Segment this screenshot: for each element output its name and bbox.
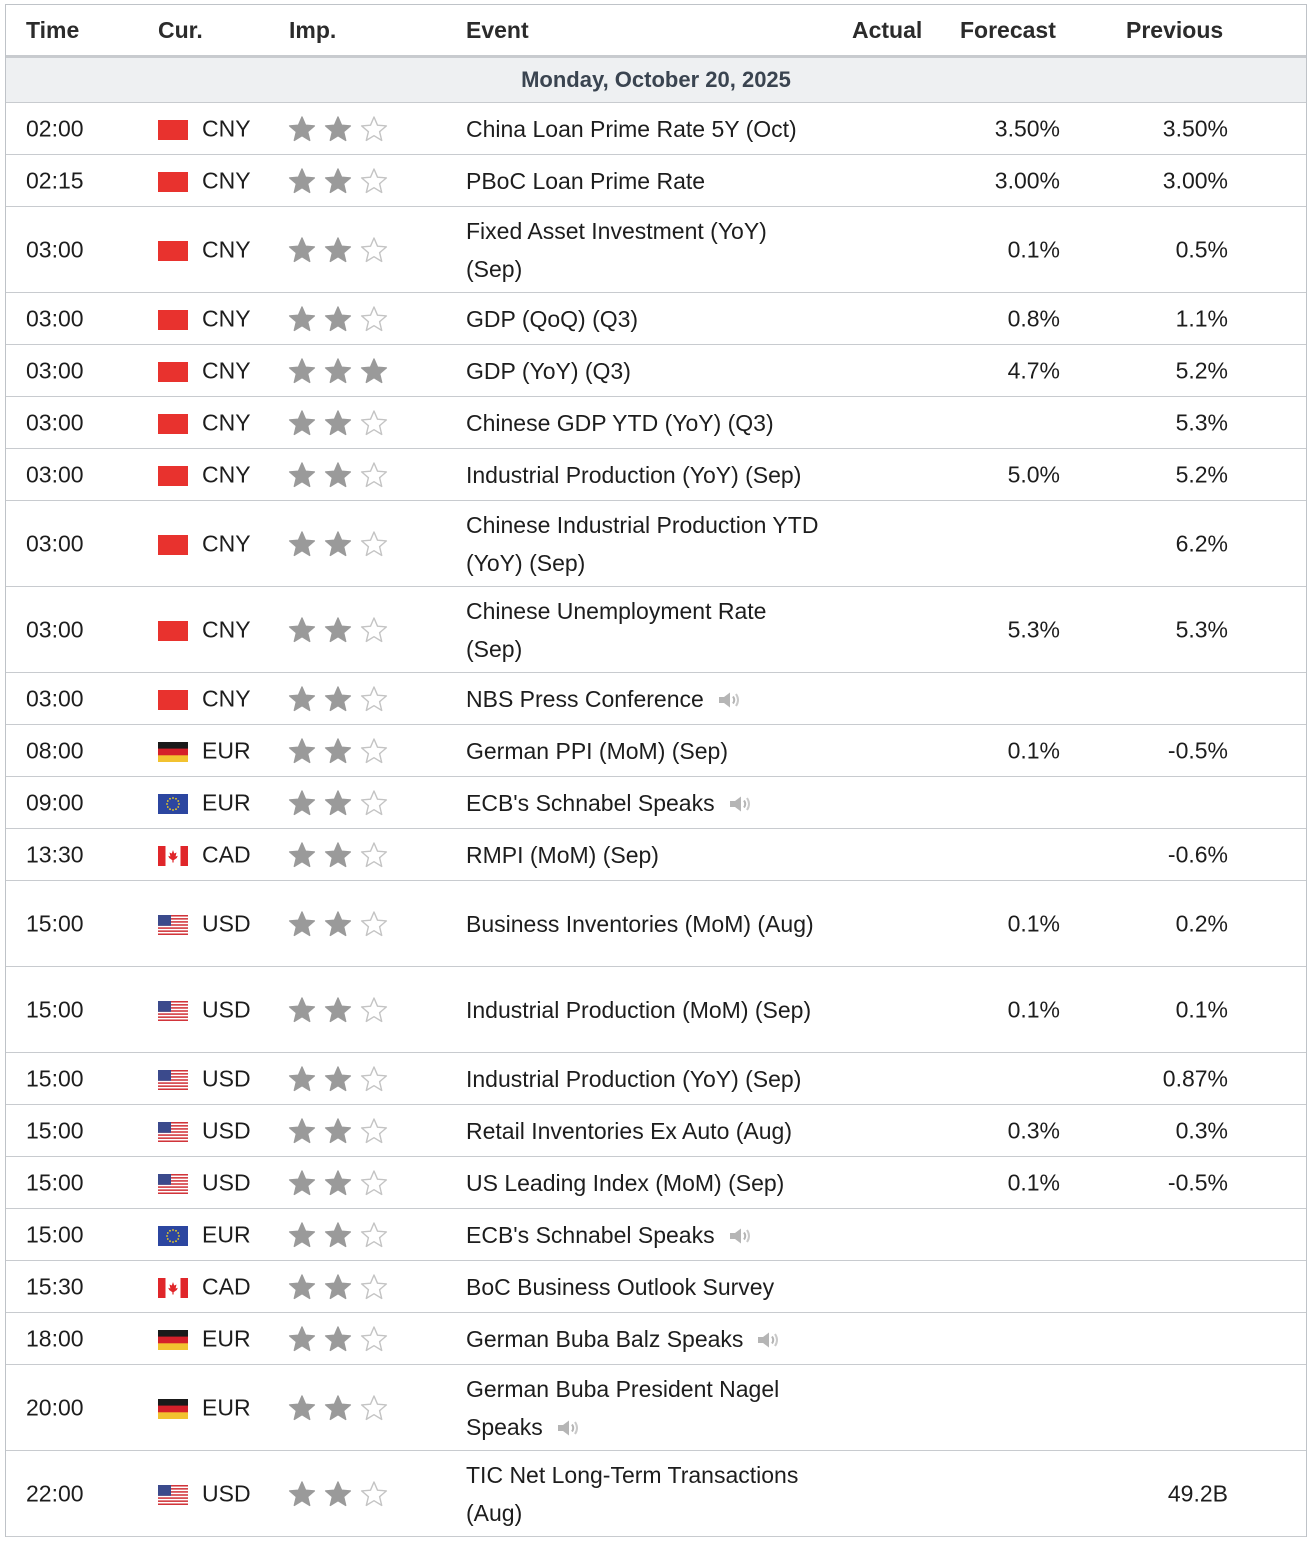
table-row[interactable]: [6, 1209, 1306, 1261]
star-empty-icon: [360, 1273, 388, 1301]
star-filled-icon: [324, 1065, 352, 1093]
currency-code: CAD: [202, 841, 251, 867]
forecast-value: 0.3%: [1007, 1117, 1060, 1143]
usa-flag-icon: [158, 1069, 188, 1089]
speech-icon[interactable]: [555, 1418, 581, 1438]
germany-flag-icon: [158, 1398, 188, 1418]
star-filled-icon: [288, 1117, 316, 1145]
speech-icon[interactable]: [727, 1226, 753, 1246]
star-filled-icon: [324, 1221, 352, 1249]
star-empty-icon: [360, 910, 388, 938]
china-flag-icon: [158, 413, 188, 433]
star-filled-icon: [288, 1325, 316, 1353]
table-row[interactable]: [6, 1451, 1306, 1537]
star-filled-icon: [288, 737, 316, 765]
event-name[interactable]: Retail Inventories Ex Auto (Aug): [466, 1117, 792, 1144]
currency-code: CNY: [202, 685, 251, 711]
table-row[interactable]: [6, 967, 1306, 1053]
star-empty-icon: [360, 996, 388, 1024]
forecast-value: 3.00%: [994, 167, 1060, 193]
table-row[interactable]: [6, 1261, 1306, 1313]
germany-flag-icon: [158, 1329, 188, 1349]
forecast-value: 5.3%: [1007, 616, 1060, 642]
star-filled-icon: [324, 357, 352, 385]
china-flag-icon: [158, 171, 188, 191]
star-filled-icon: [324, 236, 352, 264]
forecast-value: 0.1%: [1007, 737, 1060, 763]
importance-stars: [288, 685, 388, 713]
table-row[interactable]: [6, 1105, 1306, 1157]
previous-value: -0.6%: [1167, 841, 1228, 867]
eu-flag-icon: [158, 793, 188, 813]
previous-value: -0.5%: [1167, 1169, 1228, 1195]
forecast-value: 0.1%: [1007, 1169, 1060, 1195]
star-filled-icon: [324, 910, 352, 938]
china-flag-icon: [158, 309, 188, 329]
china-flag-icon: [158, 119, 188, 139]
currency-code: USD: [202, 910, 251, 936]
star-filled-icon: [324, 789, 352, 817]
header-event[interactable]: Event: [466, 17, 529, 43]
previous-value: 1.1%: [1175, 305, 1228, 331]
currency-code: EUR: [202, 1221, 251, 1247]
event-time: 15:00: [26, 1169, 84, 1195]
star-filled-icon: [324, 1273, 352, 1301]
table-row[interactable]: [6, 103, 1306, 155]
table-row[interactable]: [6, 293, 1306, 345]
currency-code: USD: [202, 1169, 251, 1195]
event-name[interactable]: PBoC Loan Prime Rate: [466, 167, 706, 194]
star-filled-icon: [324, 1394, 352, 1422]
header-time[interactable]: Time: [26, 17, 80, 43]
forecast-value: 3.50%: [994, 115, 1060, 141]
star-filled-icon: [324, 409, 352, 437]
event-rows: [6, 103, 1306, 1537]
currency-code: USD: [202, 1480, 251, 1506]
star-empty-icon: [360, 685, 388, 713]
previous-value: 5.2%: [1175, 357, 1228, 383]
currency-code: CNY: [202, 236, 251, 262]
event-cell[interactable]: [466, 1112, 826, 1150]
importance-stars: [288, 1273, 388, 1301]
table-row[interactable]: [6, 777, 1306, 829]
currency-code: CNY: [202, 409, 251, 435]
event-name[interactable]: BoC Business Outlook Survey: [466, 1273, 775, 1300]
importance-stars: [288, 996, 388, 1024]
event-cell[interactable]: [466, 1164, 826, 1202]
star-filled-icon: [324, 841, 352, 869]
event-name[interactable]: Industrial Production (YoY) (Sep): [466, 461, 802, 488]
star-filled-icon: [288, 1169, 316, 1197]
currency-code: CNY: [202, 167, 251, 193]
event-time: 03:00: [26, 357, 84, 383]
currency-code: EUR: [202, 737, 251, 763]
event-cell[interactable]: [466, 1456, 826, 1532]
star-filled-icon: [324, 530, 352, 558]
event-time: 15:00: [26, 1065, 84, 1091]
star-empty-icon: [360, 1221, 388, 1249]
importance-stars: [288, 409, 388, 437]
previous-value: 5.3%: [1175, 616, 1228, 642]
star-filled-icon: [288, 789, 316, 817]
event-time: 22:00: [26, 1480, 84, 1506]
event-name[interactable]: Chinese Unemployment Rate (Sep): [466, 597, 767, 662]
star-filled-icon: [288, 841, 316, 869]
event-name[interactable]: Business Inventories (MoM) (Aug): [466, 910, 814, 937]
event-time: 15:00: [26, 996, 84, 1022]
event-cell[interactable]: [466, 1320, 826, 1358]
event-name[interactable]: GDP (QoQ) (Q3): [466, 305, 639, 332]
forecast-value: 5.0%: [1007, 461, 1060, 487]
usa-flag-icon: [158, 914, 188, 934]
star-filled-icon: [324, 1117, 352, 1145]
table-row[interactable]: [6, 587, 1306, 673]
star-empty-icon: [360, 236, 388, 264]
event-time: 03:00: [26, 461, 84, 487]
china-flag-icon: [158, 240, 188, 260]
currency-code: CAD: [202, 1273, 251, 1299]
star-filled-icon: [288, 1065, 316, 1093]
event-time: 15:30: [26, 1273, 84, 1299]
china-flag-icon: [158, 620, 188, 640]
previous-value: 5.3%: [1175, 409, 1228, 435]
table-row[interactable]: [6, 1053, 1306, 1105]
forecast-value: 0.1%: [1007, 996, 1060, 1022]
currency-code: CNY: [202, 616, 251, 642]
importance-stars: [288, 1221, 388, 1249]
china-flag-icon: [158, 361, 188, 381]
event-time: 15:00: [26, 910, 84, 936]
canada-flag-icon: [158, 1277, 188, 1297]
currency-code: CNY: [202, 305, 251, 331]
table-row[interactable]: [6, 1313, 1306, 1365]
currency-code: EUR: [202, 1325, 251, 1351]
table-row[interactable]: [6, 345, 1306, 397]
star-filled-icon: [288, 409, 316, 437]
star-empty-icon: [360, 841, 388, 869]
event-cell[interactable]: [466, 404, 826, 442]
table-row[interactable]: [6, 207, 1306, 293]
event-cell[interactable]: [466, 506, 826, 582]
star-empty-icon: [360, 305, 388, 333]
header-previous[interactable]: Previous: [1126, 17, 1224, 43]
star-filled-icon: [288, 167, 316, 195]
event-name[interactable]: GDP (YoY) (Q3): [466, 357, 631, 384]
importance-stars: [288, 1117, 388, 1145]
event-time: 02:15: [26, 167, 84, 193]
star-filled-icon: [288, 1394, 316, 1422]
previous-value: 5.2%: [1175, 461, 1228, 487]
star-filled-icon: [324, 1480, 352, 1508]
event-name[interactable]: Industrial Production (MoM) (Sep): [466, 996, 812, 1023]
importance-stars: [288, 115, 388, 143]
speech-icon[interactable]: [755, 1330, 781, 1350]
star-filled-icon: [288, 616, 316, 644]
importance-stars: [288, 841, 388, 869]
event-name[interactable]: NBS Press Conference: [466, 685, 704, 712]
event-time: 03:00: [26, 236, 84, 262]
table-row[interactable]: [6, 673, 1306, 725]
forecast-value: 0.1%: [1007, 236, 1060, 262]
table-row[interactable]: [6, 725, 1306, 777]
table-row[interactable]: [6, 397, 1306, 449]
previous-value: 0.3%: [1175, 1117, 1228, 1143]
event-cell[interactable]: [466, 1216, 826, 1254]
table-row[interactable]: [6, 829, 1306, 881]
star-empty-icon: [360, 737, 388, 765]
star-empty-icon: [360, 1480, 388, 1508]
importance-stars: [288, 236, 388, 264]
event-time: 15:00: [26, 1117, 84, 1143]
event-cell[interactable]: [466, 784, 826, 822]
event-time: 03:00: [26, 685, 84, 711]
importance-stars: [288, 1169, 388, 1197]
event-time: 02:00: [26, 115, 84, 141]
event-cell[interactable]: [466, 162, 826, 200]
event-cell[interactable]: [466, 1060, 826, 1098]
china-flag-icon: [158, 534, 188, 554]
importance-stars: [288, 461, 388, 489]
table-row[interactable]: [6, 881, 1306, 967]
usa-flag-icon: [158, 1000, 188, 1020]
currency-code: CNY: [202, 357, 251, 383]
china-flag-icon: [158, 689, 188, 709]
currency-code: USD: [202, 996, 251, 1022]
currency-code: EUR: [202, 789, 251, 815]
germany-flag-icon: [158, 741, 188, 761]
event-name[interactable]: RMPI (MoM) (Sep): [466, 841, 659, 868]
star-empty-icon: [360, 1065, 388, 1093]
event-time: 03:00: [26, 530, 84, 556]
currency-code: CNY: [202, 115, 251, 141]
event-name[interactable]: ECB's Schnabel Speaks: [466, 1221, 715, 1248]
star-empty-icon: [360, 1117, 388, 1145]
day-header: Monday, October 20, 2025: [6, 58, 1306, 103]
table-row[interactable]: [6, 1157, 1306, 1209]
event-cell[interactable]: [466, 1370, 826, 1446]
event-name[interactable]: China Loan Prime Rate 5Y (Oct): [466, 115, 797, 142]
event-time: 08:00: [26, 737, 84, 763]
event-cell[interactable]: [466, 456, 826, 494]
currency-code: EUR: [202, 1394, 251, 1420]
star-filled-icon: [288, 236, 316, 264]
event-cell[interactable]: [466, 836, 826, 874]
importance-stars: [288, 167, 388, 195]
table-row[interactable]: [6, 449, 1306, 501]
previous-value: 0.2%: [1175, 910, 1228, 936]
star-empty-icon: [360, 530, 388, 558]
currency-code: CNY: [202, 461, 251, 487]
previous-value: 3.00%: [1162, 167, 1228, 193]
header-currency[interactable]: Cur.: [158, 17, 203, 43]
event-cell[interactable]: [466, 110, 826, 148]
speech-icon[interactable]: [716, 690, 742, 710]
header-importance[interactable]: Imp.: [289, 17, 337, 43]
event-name[interactable]: Industrial Production (YoY) (Sep): [466, 1065, 802, 1092]
star-empty-icon: [360, 1169, 388, 1197]
header-forecast[interactable]: Forecast: [960, 17, 1056, 43]
previous-value: 0.87%: [1162, 1065, 1228, 1091]
event-cell[interactable]: [466, 905, 826, 943]
star-filled-icon: [288, 996, 316, 1024]
star-filled-icon: [324, 305, 352, 333]
previous-value: 49.2B: [1167, 1480, 1228, 1506]
table-row[interactable]: [6, 1365, 1306, 1451]
event-cell[interactable]: [466, 300, 826, 338]
previous-value: 0.5%: [1175, 236, 1228, 262]
star-filled-icon: [324, 737, 352, 765]
star-empty-icon: [360, 1394, 388, 1422]
star-filled-icon: [288, 530, 316, 558]
importance-stars: [288, 910, 388, 938]
importance-stars: [288, 1325, 388, 1353]
star-empty-icon: [360, 115, 388, 143]
star-filled-icon: [288, 910, 316, 938]
event-time: 03:00: [26, 305, 84, 331]
star-empty-icon: [360, 1325, 388, 1353]
star-filled-icon: [288, 1480, 316, 1508]
usa-flag-icon: [158, 1121, 188, 1141]
event-cell[interactable]: [466, 352, 826, 390]
usa-flag-icon: [158, 1484, 188, 1504]
importance-stars: [288, 1394, 388, 1422]
star-filled-icon: [288, 685, 316, 713]
economic-calendar-table: [5, 4, 1307, 1537]
star-filled-icon: [288, 1221, 316, 1249]
star-filled-icon: [324, 167, 352, 195]
previous-value: 6.2%: [1175, 530, 1228, 556]
event-name[interactable]: German Buba President Nagel Speaks: [466, 1375, 780, 1440]
forecast-value: 0.8%: [1007, 305, 1060, 331]
star-empty-icon: [360, 616, 388, 644]
eu-flag-icon: [158, 1225, 188, 1245]
event-time: 15:00: [26, 1221, 84, 1247]
table-row[interactable]: [6, 501, 1306, 587]
importance-stars: [288, 530, 388, 558]
star-empty-icon: [360, 789, 388, 817]
event-time: 20:00: [26, 1394, 84, 1420]
event-name[interactable]: Fixed Asset Investment (YoY) (Sep): [466, 217, 767, 282]
importance-stars: [288, 357, 388, 385]
star-filled-icon: [324, 616, 352, 644]
event-name[interactable]: German PPI (MoM) (Sep): [466, 737, 728, 764]
event-time: 13:30: [26, 841, 84, 867]
star-filled-icon: [288, 357, 316, 385]
currency-code: USD: [202, 1065, 251, 1091]
speech-icon[interactable]: [727, 794, 753, 814]
event-time: 03:00: [26, 409, 84, 435]
star-filled-icon: [288, 115, 316, 143]
importance-stars: [288, 305, 388, 333]
star-filled-icon: [288, 461, 316, 489]
forecast-value: 0.1%: [1007, 910, 1060, 936]
star-empty-icon: [360, 461, 388, 489]
event-name[interactable]: Chinese GDP YTD (YoY) (Q3): [466, 409, 774, 436]
star-filled-icon: [288, 1273, 316, 1301]
event-cell[interactable]: [466, 212, 826, 288]
event-cell[interactable]: [466, 732, 826, 770]
canada-flag-icon: [158, 845, 188, 865]
importance-stars: [288, 789, 388, 817]
event-time: 03:00: [26, 616, 84, 642]
previous-value: -0.5%: [1167, 737, 1228, 763]
previous-value: 3.50%: [1162, 115, 1228, 141]
event-name[interactable]: Chinese Industrial Production YTD (YoY) (Sep): [466, 511, 819, 576]
event-name[interactable]: US Leading Index (MoM) (Sep): [466, 1169, 785, 1196]
event-time: 18:00: [26, 1325, 84, 1351]
importance-stars: [288, 1065, 388, 1093]
currency-code: USD: [202, 1117, 251, 1143]
forecast-value: 4.7%: [1007, 357, 1060, 383]
star-empty-icon: [360, 409, 388, 437]
event-name[interactable]: TIC Net Long-Term Transactions (Aug): [466, 1461, 799, 1526]
event-cell[interactable]: [466, 991, 826, 1029]
table-row[interactable]: [6, 155, 1306, 207]
star-empty-icon: [360, 167, 388, 195]
star-filled-icon: [324, 461, 352, 489]
header-actual[interactable]: Actual: [852, 17, 923, 43]
importance-stars: [288, 1480, 388, 1508]
event-cell[interactable]: [466, 1268, 826, 1306]
star-filled-icon: [324, 1325, 352, 1353]
star-filled-icon: [324, 115, 352, 143]
event-cell[interactable]: [466, 680, 826, 718]
star-filled-icon: [360, 357, 388, 385]
event-time: 09:00: [26, 789, 84, 815]
event-cell[interactable]: [466, 592, 826, 668]
importance-stars: [288, 616, 388, 644]
previous-value: 0.1%: [1175, 996, 1228, 1022]
currency-code: CNY: [202, 530, 251, 556]
table-header: [6, 5, 1306, 58]
star-filled-icon: [324, 996, 352, 1024]
star-filled-icon: [324, 1169, 352, 1197]
importance-stars: [288, 737, 388, 765]
event-name[interactable]: ECB's Schnabel Speaks: [466, 789, 715, 816]
event-name[interactable]: German Buba Balz Speaks: [466, 1325, 744, 1352]
china-flag-icon: [158, 465, 188, 485]
usa-flag-icon: [158, 1173, 188, 1193]
star-filled-icon: [324, 685, 352, 713]
star-filled-icon: [288, 305, 316, 333]
